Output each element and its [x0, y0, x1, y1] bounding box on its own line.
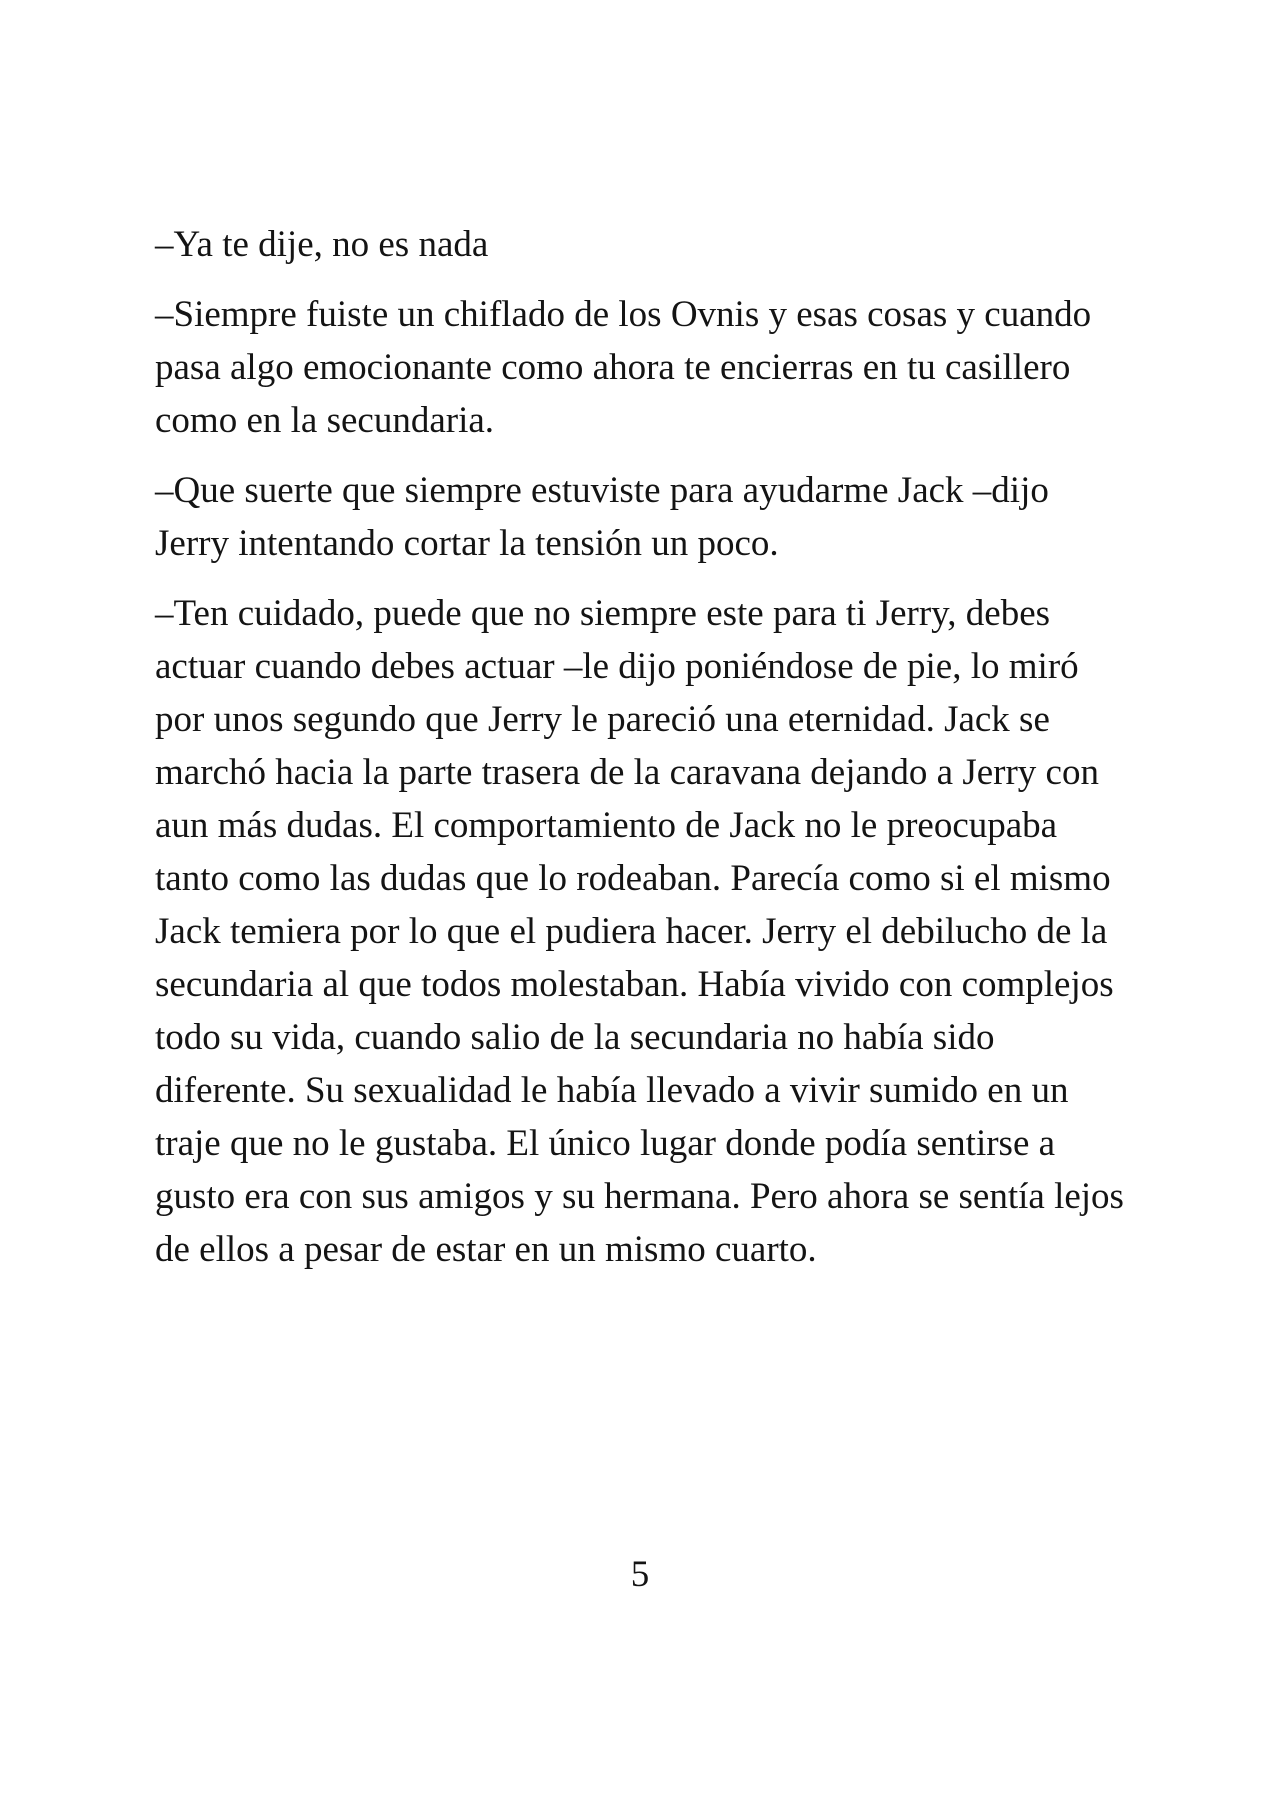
paragraph-2: –Siempre fuiste un chiflado de los Ovnis y esas cosas y cuando pasa algo emocionante como ahora te encierras en tu casillero como en la secundaria. [155, 294, 1092, 441]
paragraph-4: –Ten cuidado, puede que no siempre este para ti Jerry, debes actuar cuando debes actuar –le dijo poniéndose de pie, lo miró por unos segundo que Jerry le pareció una eternidad. Jack se marchó hacia la parte trasera de la caravana dejando a Jerry con aun más dudas. El comportamiento de Jack no le preocupaba tanto como las dudas que lo rodeaban. Parecía como si el mismo Jack temiera por lo que el pudiera hacer. Jerry el debilucho de la secundaria al que todos molestaban. Había vivido con complejos todo su vida, cuando salio de la secundaria no había sido diferente. Su sexualidad le había llevado a vivir sumido en un traje que no le gustaba. El único lugar donde podía sentirse a gusto era con sus amigos y su hermana. Pero ahora se sentía lejos de ellos a pesar de estar en un mismo cuarto. [155, 593, 1124, 1270]
paragraph-1: –Ya te dije, no es nada [155, 224, 489, 265]
page-number: 5 [630, 1554, 650, 1595]
paragraph-3: –Que suerte que siempre estuviste para ayudarme Jack –dijo Jerry intentando cortar la tensión un poco. [155, 470, 1049, 564]
body-text [155, 218, 1130, 1293]
